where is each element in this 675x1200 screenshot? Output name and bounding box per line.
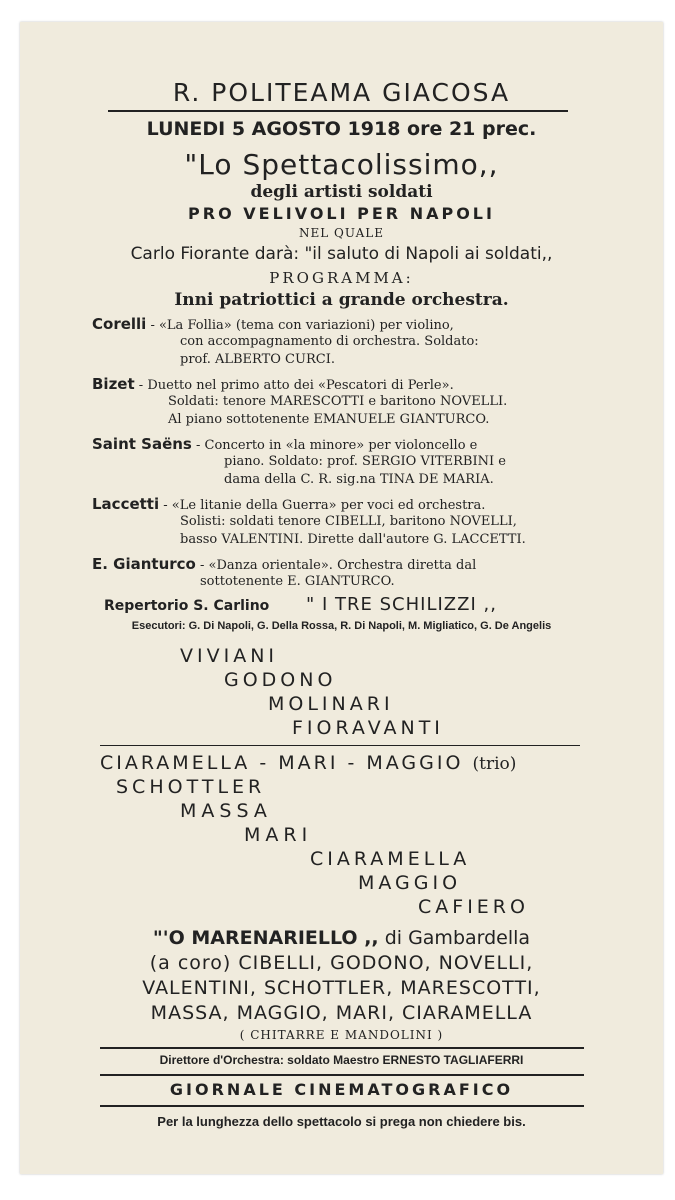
theatre-underline [108, 110, 568, 112]
repertorio-title: " I TRE SCHILIZZI ,, [306, 594, 497, 615]
footer-rule-bottom [100, 1105, 584, 1107]
fiorante-line: Carlo Fiorante darà: "il saluto di Napoli ai soldati,, [130, 244, 553, 264]
program-line: Soldati: tenore MARESCOTTI e baritono NOVELLI. [168, 394, 508, 409]
composer-name: Laccetti [92, 495, 160, 513]
program-line: basso VALENTINI. Dirette dall'autore G. LACCETTI. [180, 532, 526, 547]
program-line: - Concerto in «la minore» per violoncello e [191, 438, 478, 453]
program-line: con accompagnamento di orchestra. Soldato: [180, 334, 479, 349]
program-line: - «La Follia» (tema con variazioni) per violino, [146, 318, 454, 333]
program-line: sottotenente E. GIANTURCO. [200, 574, 395, 589]
name-ciaramella: CIARAMELLA [310, 848, 471, 870]
program-item-laccetti [92, 495, 485, 513]
program-item-gianturco [92, 555, 476, 573]
coro-line-3: MASSA, MAGGIO, MARI, CIARAMELLA [150, 1002, 533, 1024]
name-massa: MASSA [180, 800, 272, 822]
show-title: "Lo Spettacolissimo,, [184, 148, 499, 181]
programma-heading: PROGRAMMA: [269, 269, 414, 287]
program-line: dama della C. R. sig.na TINA DE MARIA. [224, 472, 494, 487]
footer-rule-mid [100, 1074, 584, 1076]
footer-rule-top [100, 1047, 584, 1049]
date-line: LUNEDI 5 AGOSTO 1918 ore 21 prec. [146, 118, 537, 140]
giornale-line: GIORNALE CINEMATOGRAFICO [169, 1080, 514, 1099]
coro-line-2: VALENTINI, SCHOTTLER, MARESCOTTI, [142, 977, 541, 999]
program-line: - «Le litanie della Guerra» per voci ed orchestra. [159, 498, 486, 513]
name-godono: GODONO [224, 669, 337, 691]
nel-quale: NEL QUALE [298, 226, 385, 240]
program-line: - Duetto nel primo atto dei «Pescatori di Perle». [134, 378, 454, 393]
composer-name: Corelli [92, 315, 147, 333]
program-line: Solisti: soldati tenore CIBELLI, baritono NOVELLI, [180, 514, 517, 529]
esecutori-line: Esecutori: G. Di Napoli, G. Della Rossa, R. Di Napoli, M. Migliatico, G. De Angelis [131, 620, 552, 632]
show-subtitle: degli artisti soldati [250, 182, 433, 202]
trio-names: CIARAMELLA - MARI - MAGGIO [100, 752, 464, 774]
program-line: piano. Soldato: prof. SERGIO VITERBINI e [224, 454, 506, 469]
composer-name: Bizet [92, 375, 135, 393]
name-cafiero: CAFIERO [418, 896, 529, 918]
name-mari: MARI [244, 824, 313, 846]
playbill-sheet [20, 22, 663, 1174]
program-item-corelli [92, 315, 454, 333]
repertorio-label: Repertorio S. Carlino [104, 598, 270, 614]
name-viviani: VIVIANI [180, 645, 279, 667]
name-molinari: MOLINARI [268, 693, 394, 715]
bis-notice: Per la lunghezza dello spettacolo si prega non chiedere bis. [157, 1114, 526, 1129]
marenariello-heading [20, 927, 663, 949]
strumenti-note: ( CHITARRE E MANDOLINI ) [239, 1028, 444, 1042]
inni-line: Inni patriottici a grande orchestra. [174, 290, 509, 310]
program-item-saint-saens [92, 435, 477, 453]
name-schottler: SCHOTTLER [116, 776, 266, 798]
composer-name: Saint Saëns [92, 435, 192, 453]
name-fioravanti: FIORAVANTI [292, 717, 444, 739]
direttore-line: Direttore d'Orchestra: soldato Maestro ERNESTO TAGLIAFERRI [159, 1053, 524, 1067]
coro-line-1: (a coro) CIBELLI, GODONO, NOVELLI, [149, 952, 534, 974]
cause-line: PRO VELIVOLI PER NAPOLI [188, 204, 495, 223]
section-divider [100, 745, 580, 746]
program-item-bizet [92, 375, 454, 393]
trio-note: (trio) [472, 754, 517, 774]
program-line: Al piano sottotenente EMANUELE GIANTURCO. [168, 412, 490, 427]
composer-name: E. Gianturco [92, 555, 196, 573]
program-line: prof. ALBERTO CURCI. [180, 352, 335, 367]
marenariello-author: di Gambardella [384, 927, 531, 949]
name-maggio: MAGGIO [358, 872, 462, 894]
theatre-name: R. POLITEAMA GIACOSA [172, 78, 511, 107]
program-line: - «Danza orientale». Orchestra diretta dal [195, 558, 477, 573]
marenariello-title: "'O MARENARIELLO ,, [152, 927, 379, 949]
trio-line [100, 752, 516, 774]
